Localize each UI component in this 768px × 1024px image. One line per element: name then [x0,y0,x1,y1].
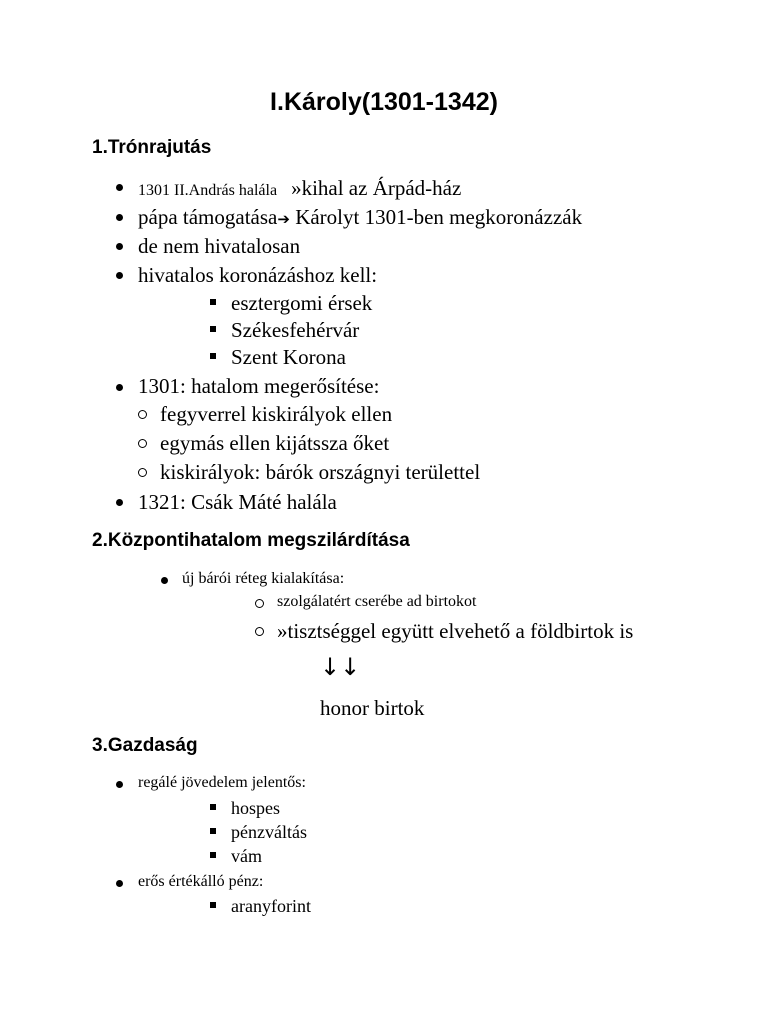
section-heading-1: 1.Trónrajutás [92,137,212,158]
list-item: vám [231,846,262,866]
bullet-square [210,299,216,305]
list-item: 1301: hatalom megerősítése: [138,374,380,398]
list-item: de nem hivatalosan [138,234,301,258]
down-arrows-icon: ↓↓ [320,653,361,681]
list-item: kiskirályok: bárók országnyi területtel [160,460,481,484]
list-item: szolgálatért cserébe ad birtokot [277,593,477,610]
list-item: esztergomi érsek [231,291,373,315]
arrow-right-icon: ➔ [277,210,290,228]
bullet-dot [116,272,123,279]
bullet-text: 1301 II.András halála [138,182,278,199]
list-item: Székesfehérvár [231,318,360,342]
list-item [138,205,582,230]
list-item: fegyverrel kiskirályok ellen [160,402,393,426]
list-item: erős értékálló pénz: [138,873,264,890]
bullet-square [210,353,216,359]
bullet-dot [116,184,123,191]
list-item: regálé jövedelem jelentős: [138,774,306,791]
list-item: új bárói réteg kialakítása: [182,570,345,587]
honor-birtok-text: honor birtok [320,696,425,720]
list-item [138,176,461,201]
bullet-circle [255,599,264,608]
bullet-square [210,852,216,858]
list-item: hospes [231,798,280,818]
list-item: Szent Korona [231,345,346,369]
bullet-dot [116,384,123,391]
list-item: »tisztséggel együtt elvehető a földbirtok is [277,619,634,643]
list-item: 1321: Csák Máté halála [138,490,337,514]
bullet-circle [255,627,264,636]
bullet-circle [138,439,147,448]
bullet-dot [116,243,123,250]
bullet-text: »kihal az Árpád-ház [291,176,462,200]
bullet-dot [116,880,123,887]
bullet-circle [138,410,147,419]
bullet-square [210,804,216,810]
list-item: aranyforint [231,896,311,916]
bullet-dot [161,577,168,584]
list-item: pénzváltás [231,822,307,842]
page-title: I.Károly(1301-1342) [270,88,498,116]
bullet-square [210,326,216,332]
bullet-square [210,828,216,834]
bullet-text: pápa támogatása [138,205,278,229]
bullet-text: Károlyt 1301-ben megkoronázzák [289,205,583,229]
bullet-dot [116,499,123,506]
section-heading-2: 2.Központihatalom megszilárdítása [92,530,410,551]
bullet-square [210,902,216,908]
list-item: egymás ellen kijátssza őket [160,431,390,455]
bullet-dot [116,781,123,788]
bullet-dot [116,214,123,221]
section-heading-3: 3.Gazdaság [92,735,198,756]
list-item: hivatalos koronázáshoz kell: [138,263,378,287]
bullet-circle [138,468,147,477]
